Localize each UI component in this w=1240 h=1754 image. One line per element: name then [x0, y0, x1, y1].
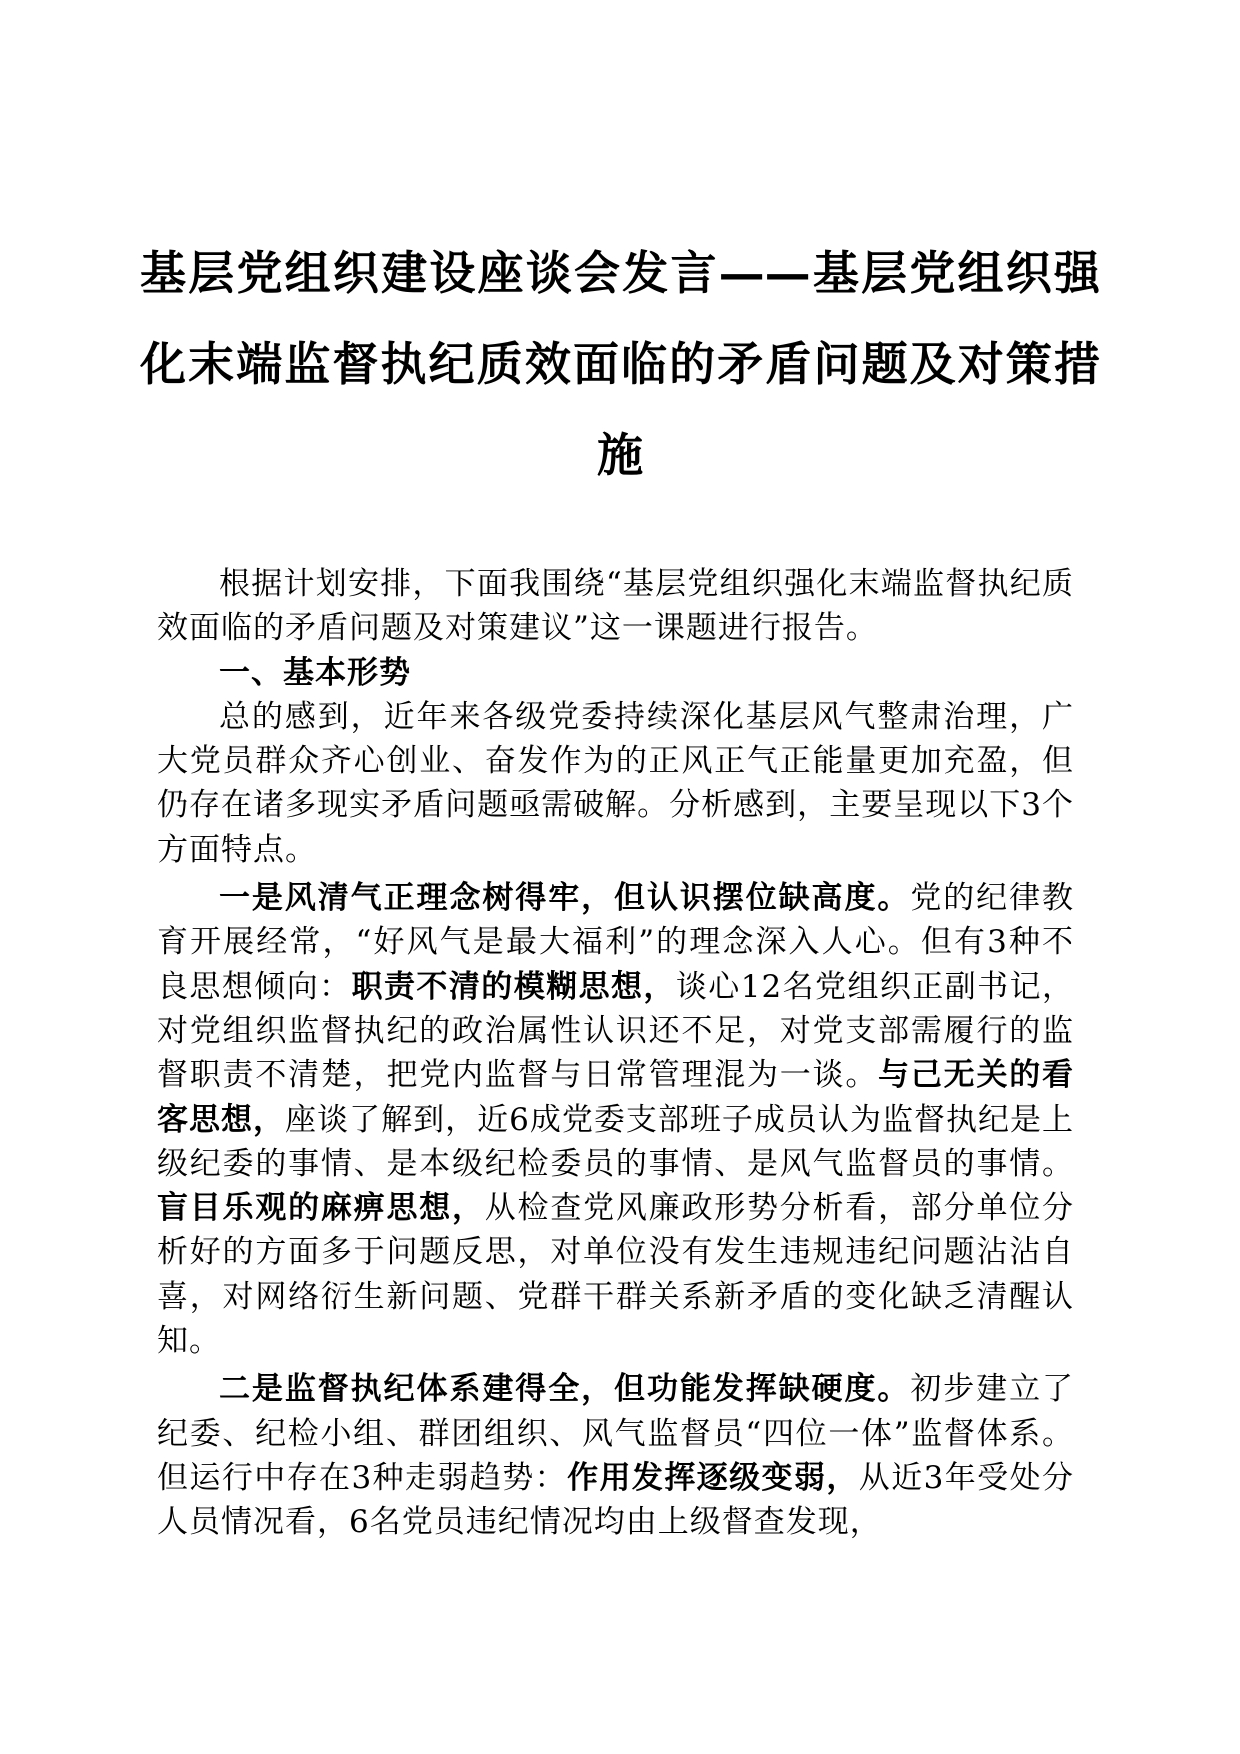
- document-body: [157, 562, 1074, 1545]
- document-title: 基层党组织建设座谈会发言——基层党组织强化末端监督执纪质效面临的矛盾问题及对策措施: [140, 246, 1100, 482]
- point2-paragraph: [157, 1367, 1074, 1544]
- intro-paragraph: 根据计划安排，下面我围绕“基层党组织强化末端监督执纪质效面临的矛盾问题及对策建议”这一课题进行报告。: [157, 566, 1074, 647]
- point1-text-4: 从检查党风廉政形势分析看，部分单位分析好的方面多于问题反思，对单位没有发生违规违纪问题沾沾自喜，对网络衍生新问题、党群干群关系新矛盾的变化缺乏清醒认知。: [157, 1190, 1075, 1360]
- point1-bold-3: 盲目乐观的麻痹思想，: [157, 1190, 485, 1227]
- point1-bold-1: 职责不清的模糊思想，: [351, 968, 676, 1005]
- overview-paragraph: 总的感到，近年来各级党委持续深化基层风气整肃治理，广大党员群众齐心创业、奋发作为的正风正气正能量更加充盈，但仍存在诸多现实矛盾问题亟需破解。分析感到，主要呈现以下3个方面特点。: [157, 698, 1074, 868]
- point1-lead: 一是风清气正理念树得牢，但认识摆位缺高度。: [219, 880, 911, 917]
- section-heading: [157, 651, 1074, 695]
- point2-text-2: 从近3年受处分人员情况看，6名党员违纪情况均由上级督查发现，: [157, 1459, 1074, 1541]
- point1-text-2: 谈心12名党组织正副书记，对党组织监督执纪的政治属性认识还不足，对党支部需履行的监督职责不清楚，把党内监督与日常管理混为一谈。: [157, 968, 1075, 1094]
- section-heading-text: 一、基本形势: [219, 654, 411, 691]
- point2-lead: 二是监督执纪体系建得全，但功能发挥缺硬度。: [219, 1371, 911, 1408]
- point1-bold-2: 与己无关的看客思想，: [157, 1057, 1074, 1138]
- point2-text-1: 初步建立了纪委、纪检小组、群团组织、风气监督员“四位一体”监督体系。但运行中存在3种走弱趋势：: [157, 1371, 1075, 1496]
- point1-text-1: 党的纪律教育开展经常，“好风气是最大福利”的理念深入人心。但有3种不良思想倾向：: [157, 880, 1075, 1005]
- point1-text-3: 座谈了解到，近6成党委支部班子成员认为监督执纪是上级纪委的事情、是本级纪检委员的事情、是风气监督员的事情。: [157, 1101, 1074, 1182]
- point2-bold-1: 作用发挥逐级变弱，: [567, 1459, 859, 1496]
- point1-paragraph: [157, 876, 1074, 1363]
